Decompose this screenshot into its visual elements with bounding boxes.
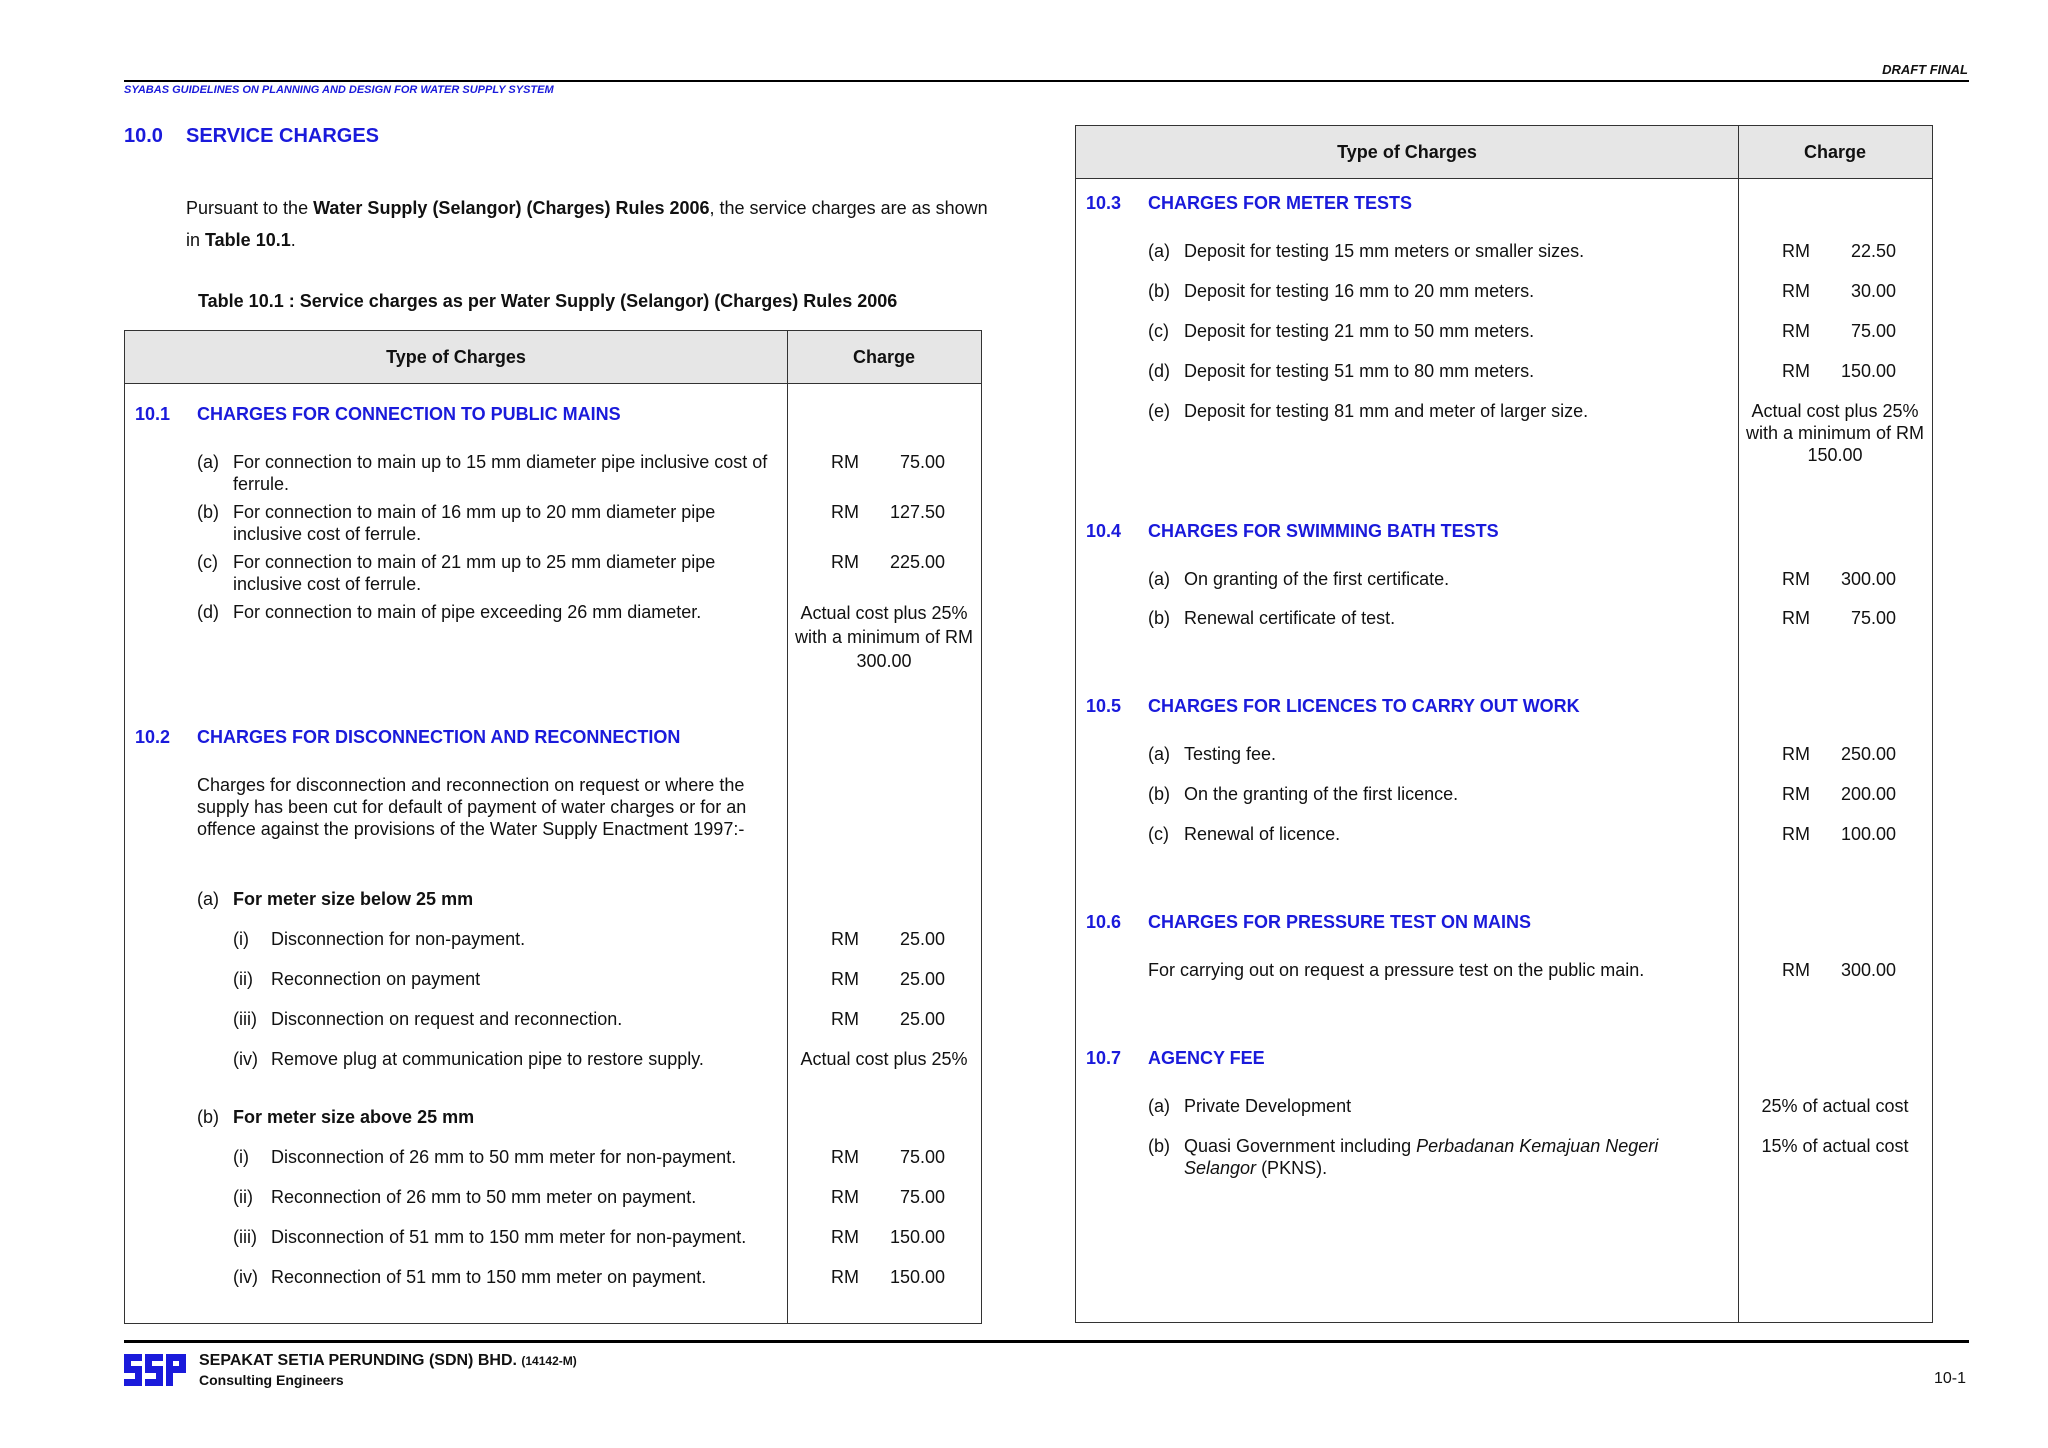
currency-label: RM <box>1782 321 1810 341</box>
item-text: For connection to main up to 15 mm diameter pipe inclusive cost of ferrule. <box>233 452 768 494</box>
item-text: Renewal certificate of test. <box>1184 608 1396 628</box>
item-label: (ii) <box>233 969 253 989</box>
item-label: (c) <box>1148 824 1169 844</box>
intro-text: , the service charges are as shown in <box>186 198 988 250</box>
section-10-2-title: CHARGES FOR DISCONNECTION AND RECONNECTION <box>197 727 681 747</box>
currency-label: RM <box>1782 784 1810 804</box>
document-title: SYABAS GUIDELINES ON PLANNING AND DESIGN FOR WATER SUPPLY SYSTEM <box>124 84 554 96</box>
item-label: (a) <box>1148 744 1170 764</box>
currency-label: RM <box>831 1009 859 1029</box>
header-rule <box>124 80 1969 82</box>
charge-text: Actual cost plus 25% with a minimum of RM 150.00 <box>1745 401 1925 465</box>
section-10-4-number: 10.4 <box>1086 521 1122 541</box>
item-label: (i) <box>233 1147 249 1167</box>
amount: 75.00 <box>1850 608 1896 628</box>
currency-label: RM <box>1782 824 1810 844</box>
company-name <box>199 1352 577 1370</box>
amount: 150.00 <box>889 1227 945 1247</box>
currency-label: RM <box>831 969 859 989</box>
currency-label: RM <box>1782 361 1810 381</box>
charges-table-left <box>124 330 982 1324</box>
item-text: For connection to main of 21 mm up to 25 mm diameter pipe inclusive cost of ferrule. <box>233 552 716 594</box>
item-text: Reconnection on payment <box>271 969 481 989</box>
subsection-label: (a) <box>197 889 219 909</box>
currency-label: RM <box>831 1267 859 1287</box>
item-label: (c) <box>1148 321 1169 341</box>
item-label: (b) <box>1148 281 1170 301</box>
charge-text: 15% of actual cost <box>1761 1136 1909 1156</box>
intro-table-ref: Table 10.1 <box>205 230 291 250</box>
amount: 300.00 <box>1840 569 1896 589</box>
section-10-6-title: CHARGES FOR PRESSURE TEST ON MAINS <box>1148 912 1532 932</box>
draft-label: DRAFT FINAL <box>1882 62 1968 77</box>
amount: 75.00 <box>1850 321 1896 341</box>
header-type-of-charges: Type of Charges <box>1337 142 1477 162</box>
section-10-2-description: Charges for disconnection and reconnection on request or where the supply has been cut for default of payment of water charges or for an offence against the provisions of the Water Supply Enactment 1997:- <box>197 775 747 839</box>
currency-label: RM <box>831 502 859 522</box>
item-label: (a) <box>1148 241 1170 261</box>
amount: 30.00 <box>1850 281 1896 301</box>
amount: 25.00 <box>899 929 945 949</box>
item-label: (i) <box>233 929 249 949</box>
item-label: (d) <box>1148 361 1170 381</box>
item-label: (b) <box>1148 1136 1170 1156</box>
item-label: (ii) <box>233 1187 253 1207</box>
item-text: Disconnection for non-payment. <box>271 929 526 949</box>
currency-label: RM <box>831 552 859 572</box>
currency-label: RM <box>831 929 859 949</box>
item-text: Deposit for testing 15 mm meters or smaller sizes. <box>1184 241 1585 261</box>
currency-label: RM <box>1782 608 1810 628</box>
charge-text: 25% of actual cost <box>1761 1096 1909 1116</box>
item-label: (a) <box>197 452 219 472</box>
item-label: (a) <box>1148 1096 1170 1116</box>
item-text: Deposit for testing 51 mm to 80 mm meters. <box>1184 361 1535 381</box>
item-label: (b) <box>1148 784 1170 804</box>
header-charge: Charge <box>1803 142 1866 162</box>
charges-table-right <box>1075 125 1933 1323</box>
amount: 300.00 <box>1840 960 1896 980</box>
item-label: (d) <box>197 602 219 622</box>
currency-label: RM <box>1782 241 1810 261</box>
item-label: (b) <box>1148 608 1170 628</box>
company-subtitle: Consulting Engineers <box>199 1372 344 1388</box>
item-text: On the granting of the first licence. <box>1184 784 1459 804</box>
column-divider <box>787 331 788 1323</box>
item-text: Deposit for testing 21 mm to 50 mm meters. <box>1184 321 1535 341</box>
ssp-logo-icon <box>124 1352 186 1388</box>
amount: 25.00 <box>899 969 945 989</box>
amount: 150.00 <box>1840 361 1896 381</box>
header-type-of-charges: Type of Charges <box>386 347 526 367</box>
subsection-title: For meter size below 25 mm <box>233 889 474 909</box>
item-text: For connection to main of pipe exceeding 26 mm diameter. <box>233 602 702 622</box>
section-number: 10.0 <box>124 125 163 147</box>
item-text: Renewal of licence. <box>1184 824 1341 844</box>
amount: 75.00 <box>899 1147 945 1167</box>
item-text: Reconnection of 51 mm to 150 mm meter on payment. <box>271 1267 707 1287</box>
section-title: SERVICE CHARGES <box>186 125 380 147</box>
item-text: Private Development <box>1184 1096 1352 1116</box>
section-10-7-title: AGENCY FEE <box>1148 1048 1265 1068</box>
subsection-title: For meter size above 25 mm <box>233 1107 475 1127</box>
intro-text: . <box>290 230 296 250</box>
subsection-label: (b) <box>197 1107 219 1127</box>
charge-text: Actual cost plus 25% <box>800 1049 968 1069</box>
section-10-1-number: 10.1 <box>135 404 171 424</box>
item-text: Disconnection of 51 mm to 150 mm meter for non-payment. <box>271 1227 747 1247</box>
item-text: For connection to main of 16 mm up to 20 mm diameter pipe inclusive cost of ferrule. <box>233 502 716 544</box>
item-text <box>1184 1135 1714 1179</box>
intro-text: Pursuant to the <box>186 198 314 218</box>
amount: 22.50 <box>1850 241 1896 261</box>
item-text-italic: Perbadanan Kemajuan Negeri Selangor <box>1184 1136 1659 1178</box>
item-label: (e) <box>1148 401 1170 421</box>
item-label: (iii) <box>233 1009 257 1029</box>
item-text: Disconnection of 26 mm to 50 mm meter for non-payment. <box>271 1147 737 1167</box>
amount: 150.00 <box>889 1267 945 1287</box>
item-label: (a) <box>1148 569 1170 589</box>
section-10-5-title: CHARGES FOR LICENCES TO CARRY OUT WORK <box>1148 696 1580 716</box>
section-10-1-title: CHARGES FOR CONNECTION TO PUBLIC MAINS <box>197 404 621 424</box>
table-caption: Table 10.1 : Service charges as per Water Supply (Selangor) (Charges) Rules 2006 <box>198 291 898 311</box>
company-name-text: SEPAKAT SETIA PERUNDING (SDN) BHD. <box>199 1352 517 1369</box>
section-10-7-number: 10.7 <box>1086 1048 1122 1068</box>
currency-label: RM <box>1782 569 1810 589</box>
section-10-3-number: 10.3 <box>1086 193 1122 213</box>
item-text: Deposit for testing 16 mm to 20 mm meters. <box>1184 281 1535 301</box>
footer-rule <box>124 1340 1969 1343</box>
item-text: Remove plug at communication pipe to restore supply. <box>271 1049 704 1069</box>
item-text-part: (PKNS). <box>1256 1158 1328 1178</box>
amount: 250.00 <box>1840 744 1896 764</box>
amount: 25.00 <box>899 1009 945 1029</box>
item-text-part: Quasi Government including <box>1184 1136 1417 1156</box>
company-registration: (14142-M) <box>521 1354 577 1368</box>
amount: 75.00 <box>899 1187 945 1207</box>
item-label: (c) <box>197 552 218 572</box>
intro-paragraph <box>186 192 1006 256</box>
amount: 100.00 <box>1840 824 1896 844</box>
currency-label: RM <box>1782 281 1810 301</box>
column-divider <box>1738 126 1739 1322</box>
amount: 75.00 <box>899 452 945 472</box>
company-logo <box>124 1352 186 1393</box>
item-label: (b) <box>197 502 219 522</box>
currency-label: RM <box>1782 960 1810 980</box>
item-label: (iii) <box>233 1227 257 1247</box>
amount: 225.00 <box>889 552 945 572</box>
section-10-3-title: CHARGES FOR METER TESTS <box>1148 193 1413 213</box>
header-charge: Charge <box>852 347 915 367</box>
currency-label: RM <box>831 1187 859 1207</box>
item-text: For carrying out on request a pressure test on the public main. <box>1148 960 1645 980</box>
amount: 127.50 <box>889 502 945 522</box>
section-10-4-title: CHARGES FOR SWIMMING BATH TESTS <box>1148 521 1499 541</box>
amount: 200.00 <box>1840 784 1896 804</box>
item-label: (iv) <box>233 1267 258 1287</box>
charge-text: Actual cost plus 25% with a minimum of RM 300.00 <box>794 603 974 671</box>
currency-label: RM <box>831 1147 859 1167</box>
intro-rules-name: Water Supply (Selangor) (Charges) Rules 2006 <box>313 198 710 218</box>
currency-label: RM <box>1782 744 1810 764</box>
currency-label: RM <box>831 452 859 472</box>
item-text: Testing fee. <box>1184 744 1277 764</box>
item-text: Disconnection on request and reconnection. <box>271 1009 623 1029</box>
section-10-5-number: 10.5 <box>1086 696 1122 716</box>
item-label: (iv) <box>233 1049 258 1069</box>
currency-label: RM <box>831 1227 859 1247</box>
item-text: On granting of the first certificate. <box>1184 569 1450 589</box>
page-number: 10-1 <box>1933 1370 1966 1387</box>
item-text: Deposit for testing 81 mm and meter of larger size. <box>1184 401 1589 421</box>
section-10-6-number: 10.6 <box>1086 912 1122 932</box>
section-10-2-number: 10.2 <box>135 727 171 747</box>
item-text: Reconnection of 26 mm to 50 mm meter on payment. <box>271 1187 697 1207</box>
